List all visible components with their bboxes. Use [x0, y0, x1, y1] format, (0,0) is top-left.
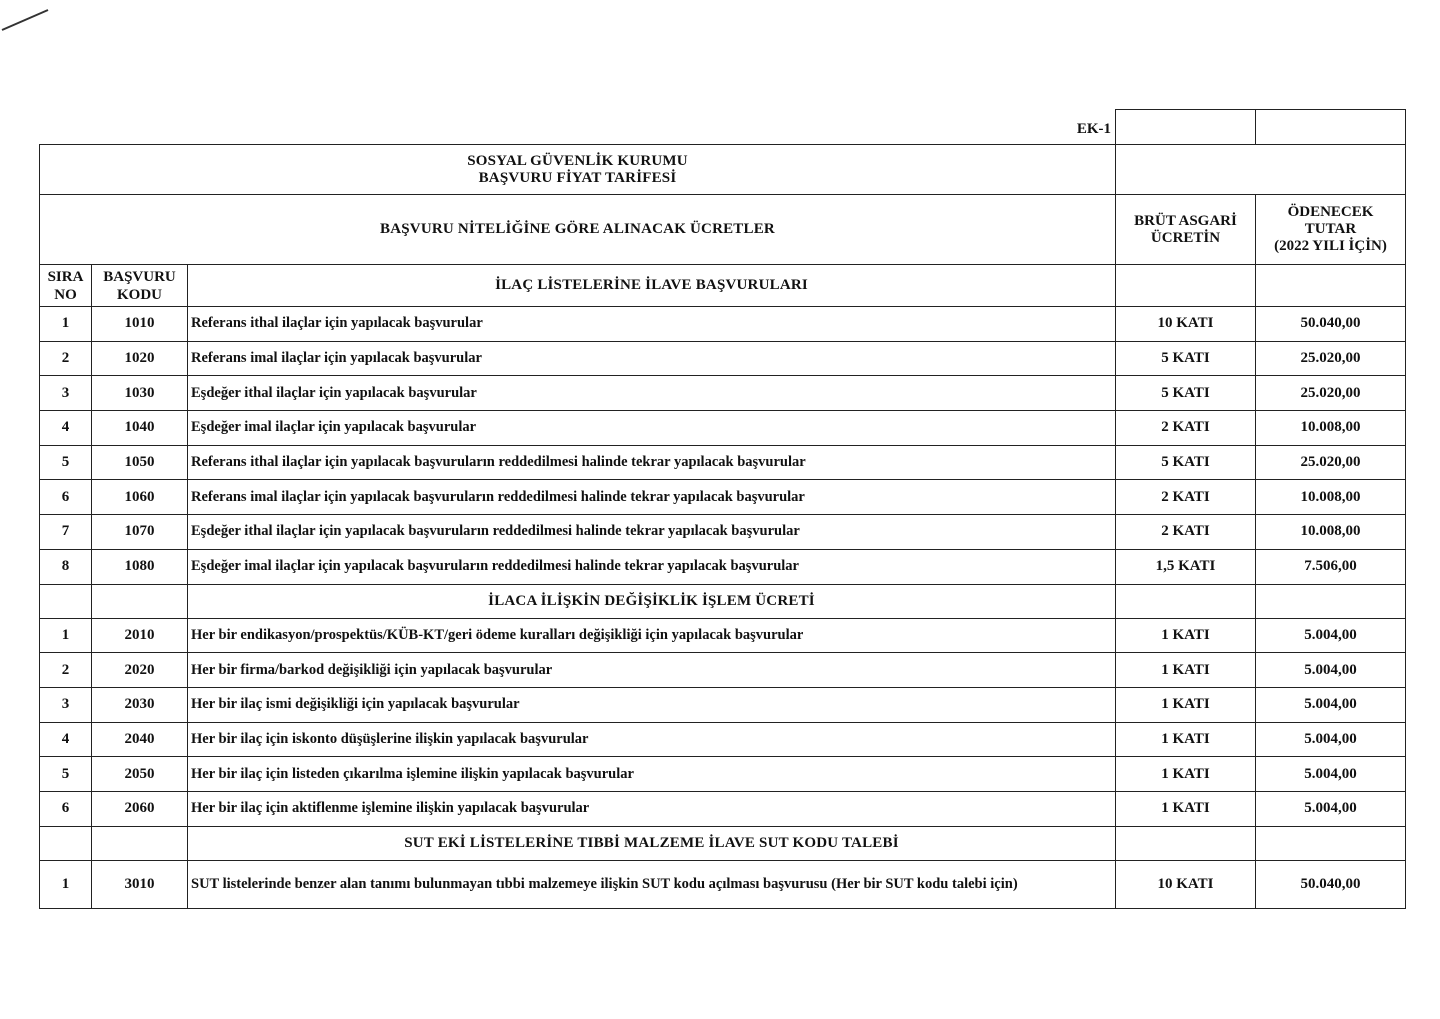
- section-title: İLACA İLİŞKİN DEĞİŞİKLİK İŞLEM ÜCRETİ: [188, 584, 1116, 618]
- fees-heading: BAŞVURU NİTELİĞİNE GÖRE ALINACAK ÜCRETLER: [40, 195, 1116, 265]
- section-heading-row: [40, 826, 1406, 860]
- row-code: 2010: [92, 618, 188, 653]
- row-code: 2050: [92, 757, 188, 792]
- annex-empty-cell: [1256, 110, 1406, 145]
- row-amount: 5.004,00: [1256, 722, 1406, 757]
- row-code: 1040: [92, 411, 188, 446]
- row-code: 2060: [92, 791, 188, 826]
- row-multiplier: 5 KATI: [1116, 445, 1256, 480]
- row-amount: 25.020,00: [1256, 341, 1406, 376]
- row-code: 1070: [92, 515, 188, 550]
- row-description: Eşdeğer imal ilaçlar için yapılacak başvuruların reddedilmesi halinde tekrar yapılacak başvurular: [188, 549, 1116, 584]
- row-code: 2040: [92, 722, 188, 757]
- empty-cell: [92, 826, 188, 860]
- row-amount: 10.008,00: [1256, 411, 1406, 446]
- row-no: 5: [40, 445, 92, 480]
- col-header-code: [92, 265, 188, 307]
- row-code: 1010: [92, 307, 188, 342]
- row-amount: 10.008,00: [1256, 515, 1406, 550]
- table-row: [40, 515, 1406, 550]
- row-description: Referans ithal ilaçlar için yapılacak başvuruların reddedilmesi halinde tekrar yapılacak başvurular: [188, 445, 1116, 480]
- col-header-no: [40, 265, 92, 307]
- row-description: Her bir ilaç ismi değişikliği için yapılacak başvurular: [188, 687, 1116, 722]
- row-description: Her bir firma/barkod değişikliği için yapılacak başvurular: [188, 653, 1116, 688]
- row-description: SUT listelerinde benzer alan tanımı bulunmayan tıbbi malzemeye ilişkin SUT kodu açılması başvurusu (Her bir SUT kodu talebi için): [188, 860, 1116, 908]
- empty-cell: [40, 584, 92, 618]
- row-amount: 50.040,00: [1256, 307, 1406, 342]
- row-description: Eşdeğer ithal ilaçlar için yapılacak başvurular: [188, 376, 1116, 411]
- row-no: 2: [40, 653, 92, 688]
- row-no: 4: [40, 411, 92, 446]
- col-header-amount-line1: ÖDENECEK: [1287, 204, 1374, 220]
- row-description: Her bir ilaç için iskonto düşüşlerine ilişkin yapılacak başvurular: [188, 722, 1116, 757]
- row-multiplier: 1,5 KATI: [1116, 549, 1256, 584]
- col-header-amount-line2: TUTAR: [1304, 221, 1357, 237]
- row-description: Referans imal ilaçlar için yapılacak başvuruların reddedilmesi halinde tekrar yapılacak başvurular: [188, 480, 1116, 515]
- institution-name: SOSYAL GÜVENLİK KURUMU: [467, 152, 688, 169]
- row-amount: 10.008,00: [1256, 480, 1406, 515]
- row-multiplier: 5 KATI: [1116, 376, 1256, 411]
- row-description: Referans imal ilaçlar için yapılacak başvurular: [188, 341, 1116, 376]
- col-header-code-line1: BAŞVURU: [103, 268, 176, 285]
- table-row: [40, 445, 1406, 480]
- empty-cell: [1256, 265, 1406, 307]
- row-multiplier: 2 KATI: [1116, 411, 1256, 446]
- section-title: SUT EKİ LİSTELERİNE TIBBİ MALZEME İLAVE SUT KODU TALEBİ: [188, 826, 1116, 860]
- row-no: 1: [40, 860, 92, 908]
- row-description: Her bir endikasyon/prospektüs/KÜB-KT/geri ödeme kuralları değişikliği için yapılacak başvurular: [188, 618, 1116, 653]
- annex-row: [40, 110, 1406, 145]
- table-row: [40, 376, 1406, 411]
- row-amount: 5.004,00: [1256, 791, 1406, 826]
- row-amount: 5.004,00: [1256, 757, 1406, 792]
- empty-cell: [1116, 584, 1256, 618]
- section-heading-row: [40, 265, 1406, 307]
- row-no: 2: [40, 341, 92, 376]
- table-row: [40, 307, 1406, 342]
- empty-cell: [1256, 826, 1406, 860]
- col-header-multiplier-line1: BRÜT ASGARİ: [1134, 212, 1237, 229]
- title-empty-cell: [1116, 145, 1406, 195]
- row-description: Eşdeğer imal ilaçlar için yapılacak başvurular: [188, 411, 1116, 446]
- row-multiplier: 2 KATI: [1116, 480, 1256, 515]
- row-code: 1020: [92, 341, 188, 376]
- row-code: 3010: [92, 860, 188, 908]
- row-no: 5: [40, 757, 92, 792]
- empty-cell: [1116, 265, 1256, 307]
- row-multiplier: 1 KATI: [1116, 791, 1256, 826]
- row-amount: 5.004,00: [1256, 618, 1406, 653]
- row-multiplier: 1 KATI: [1116, 653, 1256, 688]
- row-code: 1060: [92, 480, 188, 515]
- table-row: [40, 757, 1406, 792]
- table-row: [40, 791, 1406, 826]
- row-description: Her bir ilaç için listeden çıkarılma işlemine ilişkin yapılacak başvurular: [188, 757, 1116, 792]
- row-no: 1: [40, 618, 92, 653]
- empty-cell: [1256, 584, 1406, 618]
- row-description: Her bir ilaç için aktiflenme işlemine ilişkin yapılacak başvurular: [188, 791, 1116, 826]
- empty-cell: [1116, 826, 1256, 860]
- row-amount: 25.020,00: [1256, 445, 1406, 480]
- row-no: 3: [40, 687, 92, 722]
- row-code: 1030: [92, 376, 188, 411]
- table-row: [40, 653, 1406, 688]
- table-row: [40, 549, 1406, 584]
- fees-heading-row: [40, 195, 1406, 265]
- col-header-multiplier-line2: ÜCRETİN: [1150, 229, 1221, 246]
- row-no: 6: [40, 791, 92, 826]
- col-header-code-line2: KODU: [117, 286, 162, 303]
- doc-title: BAŞVURU FİYAT TARİFESİ: [478, 169, 677, 186]
- row-no: 7: [40, 515, 92, 550]
- row-multiplier: 1 KATI: [1116, 757, 1256, 792]
- col-header-amount-line3: (2022 YILI İÇİN): [1274, 238, 1387, 254]
- annex-label: EK-1: [1076, 121, 1111, 137]
- row-multiplier: 10 KATI: [1116, 307, 1256, 342]
- annex-empty-cell: [1116, 110, 1256, 145]
- row-multiplier: 1 KATI: [1116, 722, 1256, 757]
- row-code: 1080: [92, 549, 188, 584]
- col-header-no-line1: SIRA: [47, 268, 84, 285]
- row-code: 2030: [92, 687, 188, 722]
- table-row: [40, 618, 1406, 653]
- row-multiplier: 1 KATI: [1116, 687, 1256, 722]
- table-row: [40, 687, 1406, 722]
- empty-cell: [40, 826, 92, 860]
- pen-stroke-mark: [0, 0, 60, 40]
- row-description: Referans ithal ilaçlar için yapılacak başvurular: [188, 307, 1116, 342]
- row-amount: 5.004,00: [1256, 687, 1406, 722]
- row-multiplier: 1 KATI: [1116, 618, 1256, 653]
- col-header-amount: [1256, 195, 1406, 265]
- row-amount: 5.004,00: [1256, 653, 1406, 688]
- row-no: 6: [40, 480, 92, 515]
- section-heading-row: [40, 584, 1406, 618]
- table-row: [40, 411, 1406, 446]
- document-title: [40, 145, 1116, 195]
- fee-tariff-table: [39, 109, 1406, 909]
- col-header-multiplier: [1116, 195, 1256, 265]
- row-multiplier: 10 KATI: [1116, 860, 1256, 908]
- row-multiplier: 2 KATI: [1116, 515, 1256, 550]
- table-row: [40, 341, 1406, 376]
- col-header-no-line2: NO: [54, 286, 77, 303]
- row-code: 1050: [92, 445, 188, 480]
- row-no: 1: [40, 307, 92, 342]
- table-row: [40, 480, 1406, 515]
- row-code: 2020: [92, 653, 188, 688]
- row-amount: 25.020,00: [1256, 376, 1406, 411]
- table-row: [40, 722, 1406, 757]
- row-no: 3: [40, 376, 92, 411]
- row-no: 8: [40, 549, 92, 584]
- row-multiplier: 5 KATI: [1116, 341, 1256, 376]
- title-row: [40, 145, 1406, 195]
- row-amount: 50.040,00: [1256, 860, 1406, 908]
- row-amount: 7.506,00: [1256, 549, 1406, 584]
- row-no: 4: [40, 722, 92, 757]
- row-description: Eşdeğer ithal ilaçlar için yapılacak başvuruların reddedilmesi halinde tekrar yapılacak başvurular: [188, 515, 1116, 550]
- empty-cell: [92, 584, 188, 618]
- table-row: [40, 860, 1406, 908]
- section-title: İLAÇ LİSTELERİNE İLAVE BAŞVURULARI: [188, 265, 1116, 307]
